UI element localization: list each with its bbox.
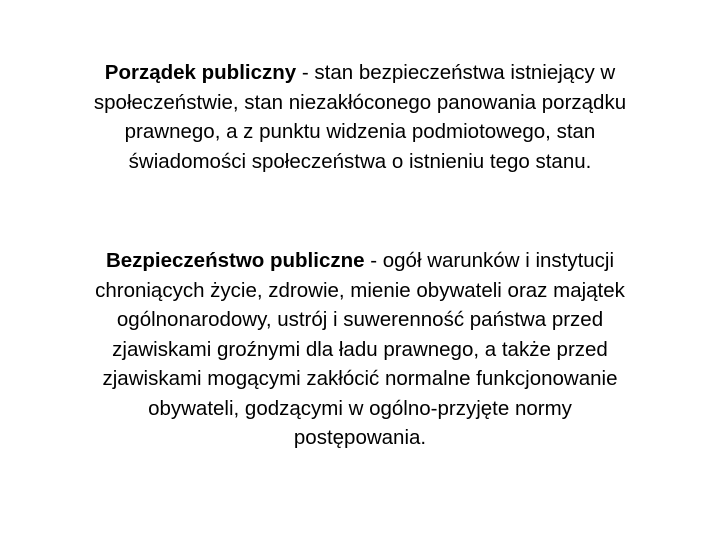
definition-text: stan bezpieczeństwa istniejący w społeczeństwie, stan niezakłóconego panowania porządku prawnego, a z punktu widzenia podmiotowego, stan świadomości społeczeństwa o istnieniu tego stanu. bbox=[93, 61, 627, 173]
term-porzadek-publiczny: Porządek publiczny bbox=[104, 61, 297, 84]
definition-text: ogół warunków i instytucji chroniących życie, zdrowie, mienie obywateli oraz majątek ogólnonarodowy, ustrój i suwerenność państwa przed zjawiskami groźnymi dla ładu prawnego, a także przed zjawiskami mogącymi zakłócić normalne funkcjonowanie obywateli, godzącymi w ogólno-przyjęte normy postępowania. bbox=[95, 249, 625, 449]
term-separator: - bbox=[364, 249, 383, 272]
definition-porzadek-publiczny bbox=[90, 58, 630, 176]
definition-bezpieczenstwo-publiczne bbox=[90, 246, 630, 453]
term-bezpieczenstwo-publiczne: Bezpieczeństwo publiczne bbox=[105, 249, 365, 272]
term-separator: - bbox=[296, 61, 315, 84]
